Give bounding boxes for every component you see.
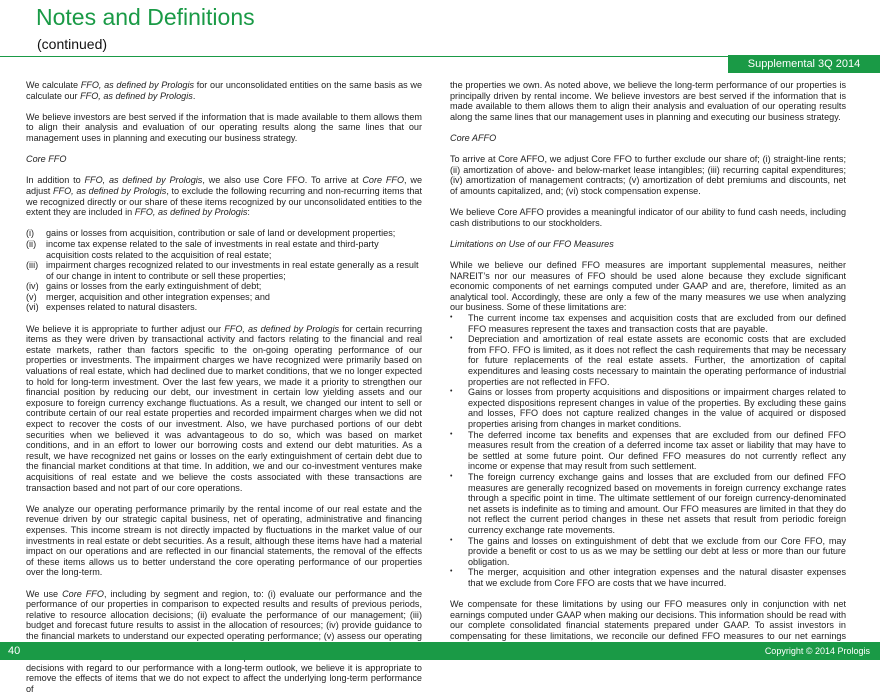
bullet-icon: • (450, 313, 468, 334)
page-footer (0, 642, 880, 660)
core-ffo-use-paragraph: We use Core FFO, including by segment and region, to: (i) evaluate our performance and the performance of our properties in comparison to expected results and results of previous periods, relative to resource allocation decisions; (ii) evaluate the performance of our management; (iii) budget and forecast future results to assist in the allocation of resources; (iv) provide guidance to the financial markets to understand our expected operating performance; (v) assess our operating decisions with regard to our performance with a long-term outlook, we believe it is appropriate to remove the effects of items that we do not expect to affect the underlying long-term performance of (26, 589, 422, 694)
investors-paragraph: We believe investors are best served if the information that is made available to them allows them to align their analysis and evaluation of our operating results along the same lines that our management uses in planning and executing our business strategy. (26, 112, 422, 144)
page-title: Notes and Definitions (36, 4, 255, 31)
ffo-calculation-paragraph: We calculate FFO, as defined by Prologis for our unconsolidated entities on the same basis as we calculate our FFO, as defined by Prologis. (26, 80, 422, 101)
core-ffo-adjustments-list (26, 228, 422, 313)
bullet-icon: • (450, 472, 468, 536)
right-column (450, 80, 846, 635)
compensation-paragraph: We compensate for these limitations by using our FFO measures only in conjunction with net earnings computed under GAAP when making our decisions. This information should be read with our complete consolidated financial statements prepared under GAAP. To assist investors in compensating for these limitations, we reconcile our defined FFO measures to our net earnings (450, 599, 846, 652)
list-item: • Gains or losses from property acquisitions and dispositions or impairment charges related to expected dispositions represent changes in value of the properties. By excluding these gains and losses, FFO does not capture realized changes in the value of acquired or disposed properties arising from changes in market conditions. (450, 387, 846, 429)
list-item: (iii) impairment charges recognized related to our investments in real estate generally as a result of our change in intent to contribute or sell these properties; (26, 260, 422, 281)
core-ffo-heading: Core FFO (26, 154, 422, 165)
list-item: • The merger, acquisition and other integration expenses and the natural disaster expenses that we exclude from Core FFO are costs that we have incurred. (450, 567, 846, 588)
list-item: (v) merger, acquisition and other integration expenses; and (26, 292, 422, 303)
limitations-intro-paragraph: While we believe our defined FFO measures are important supplemental measures, neither NAREIT’s nor our measures of FFO should be used alone because they exclude significant economic components of net earnings computed under GAAP and are, therefore, limited as an analytical tool. Accordingly, these are only a few of the many measures we use when analyzing our business. Some of these limitations are: (450, 260, 846, 313)
continuation-paragraph: the properties we own. As noted above, we believe the long-term performance of our properties is principally driven by rental income. We believe investors are best served if the information that is made available to them allows them to align their analysis and evaluation of our operating results along the same lines that our management uses in planning and executing our business strategy. (450, 80, 846, 122)
supplemental-badge: Supplemental 3Q 2014 (728, 55, 880, 73)
list-item: • The foreign currency exchange gains and losses that are excluded from our defined FFO measures are generally recognized based on movements in foreign currency exchange rates through a specific point in time. The ultimate settlement of our foreign currency-denominated net assets is indefinite as to timing and amount. Our FFO measures are limited in that they do not reflect the current period changes in these net assets that result from periodic foreign currency exchange rate movements. (450, 472, 846, 536)
limitations-list (450, 313, 846, 588)
list-item: (vi) expenses related to natural disasters. (26, 302, 422, 313)
copyright-notice: Copyright © 2014 Prologis (765, 642, 870, 660)
page-subtitle: (continued) (37, 36, 107, 52)
adjustment-rationale-paragraph: We believe it is appropriate to further adjust our FFO, as defined by Prologis for certain recurring items as they were driven by transactional activity and factors relating to the financial and real estate markets, rather than factors specific to the on-going operating performance of our properties or investments. The impairment charges we have recognized were primarily based on valuations of real estate, which had declined due to market conditions, that we no longer expected to hold for long-term investment. Over the last few years, we made it a priority to strengthen our financial position by reducing our debt, our investment in certain low yielding assets and our exposure to foreign currency exchange fluctuations. As a result, we changed our intent to sell or contribute certain of our real estate properties and recorded impairment charges when we did not expect to recover the costs of our investment. Also, we have purchased portions of our debt securities when we believed it was advantageous to do so, which was based on market conditions, and in an effort to lower our borrowing costs and extend our debt maturities. As a result, we have recognized net gains or losses on the early extinguishment of certain debt due to the financial market conditions at that time. In addition, we and our co-investment ventures make acquisitions of real estate and we believe the costs associated with these transactions are transaction based and not part of our core operations. (26, 324, 422, 494)
core-ffo-intro-paragraph: In addition to FFO, as defined by Prologis, we also use Core FFO. To arrive at Core FFO, we adjust FFO, as defined by Prologis, to exclude the following recurring and non-recurring items that we recognized directly or our share of these items recognized by our unconsolidated entities to the extent they are included in FFO, as defined by Prologis: (26, 175, 422, 217)
bullet-icon: • (450, 334, 468, 387)
limitations-heading: Limitations on Use of our FFO Measures (450, 239, 846, 250)
list-item: (ii) income tax expense related to the sale of investments in real estate and third-party acquisition costs related to the acquisition of real estate; (26, 239, 422, 260)
page-header (0, 0, 880, 80)
core-affo-heading: Core AFFO (450, 133, 846, 144)
operating-performance-paragraph: We analyze our operating performance primarily by the rental income of our real estate and the revenue driven by our strategic capital business, net of operating, administrative and financing expenses. This income stream is not directly impacted by fluctuations in the market value of our investments in real estate or debt securities. As a result, although these items have had a material impact on our operations and are reflected in our financial statements, the removal of the effects of these items allows us to better understand the core operating performance of our properties over the long-term. (26, 504, 422, 578)
core-affo-indicator-paragraph: We believe Core AFFO provides a meaningful indicator of our ability to fund cash needs, including cash distributions to our stockholders. (450, 207, 846, 228)
bullet-icon: • (450, 567, 468, 588)
list-item: (iv) gains or losses from the early extinguishment of debt; (26, 281, 422, 292)
bullet-icon: • (450, 387, 468, 429)
list-item: • Depreciation and amortization of real estate assets are economic costs that are excluded from FFO. FFO is limited, as it does not reflect the cash requirements that may be necessary for future replacements of the real estate assets. Further, the amortization of capital expenditures and leasing costs necessary to maintain the operating performance of industrial properties are not reflected in FFO. (450, 334, 846, 387)
bullet-icon: • (450, 430, 468, 472)
list-item: • The current income tax expenses and acquisition costs that are excluded from our defined FFO measures represent the taxes and transaction costs that are payable. (450, 313, 846, 334)
list-item: (i) gains or losses from acquisition, contribution or sale of land or development properties; (26, 228, 422, 239)
core-affo-paragraph: To arrive at Core AFFO, we adjust Core FFO to further exclude our share of; (i) straight-line rents; (ii) amortization of above- and below-market lease intangibles; (iii) recurring capital expenditures; (iv) amortization of management contracts; (v) amortization of debt premiums and discounts, net of amounts capitalized, and; (vi) stock compensation expense. (450, 154, 846, 196)
page-number: 40 (0, 642, 38, 660)
left-column (26, 80, 422, 635)
list-item: • The gains and losses on extinguishment of debt that we exclude from our Core FFO, may provide a benefit or cost to us as we may be settling our debt at less or more than our future obligation. (450, 536, 846, 568)
bullet-icon: • (450, 536, 468, 568)
list-item: • The deferred income tax benefits and expenses that are excluded from our defined FFO measures result from the creation of a deferred income tax asset or liability that may have to be settled at some future point. Our defined FFO measures do not currently reflect any income or expense that may result from such settlement. (450, 430, 846, 472)
